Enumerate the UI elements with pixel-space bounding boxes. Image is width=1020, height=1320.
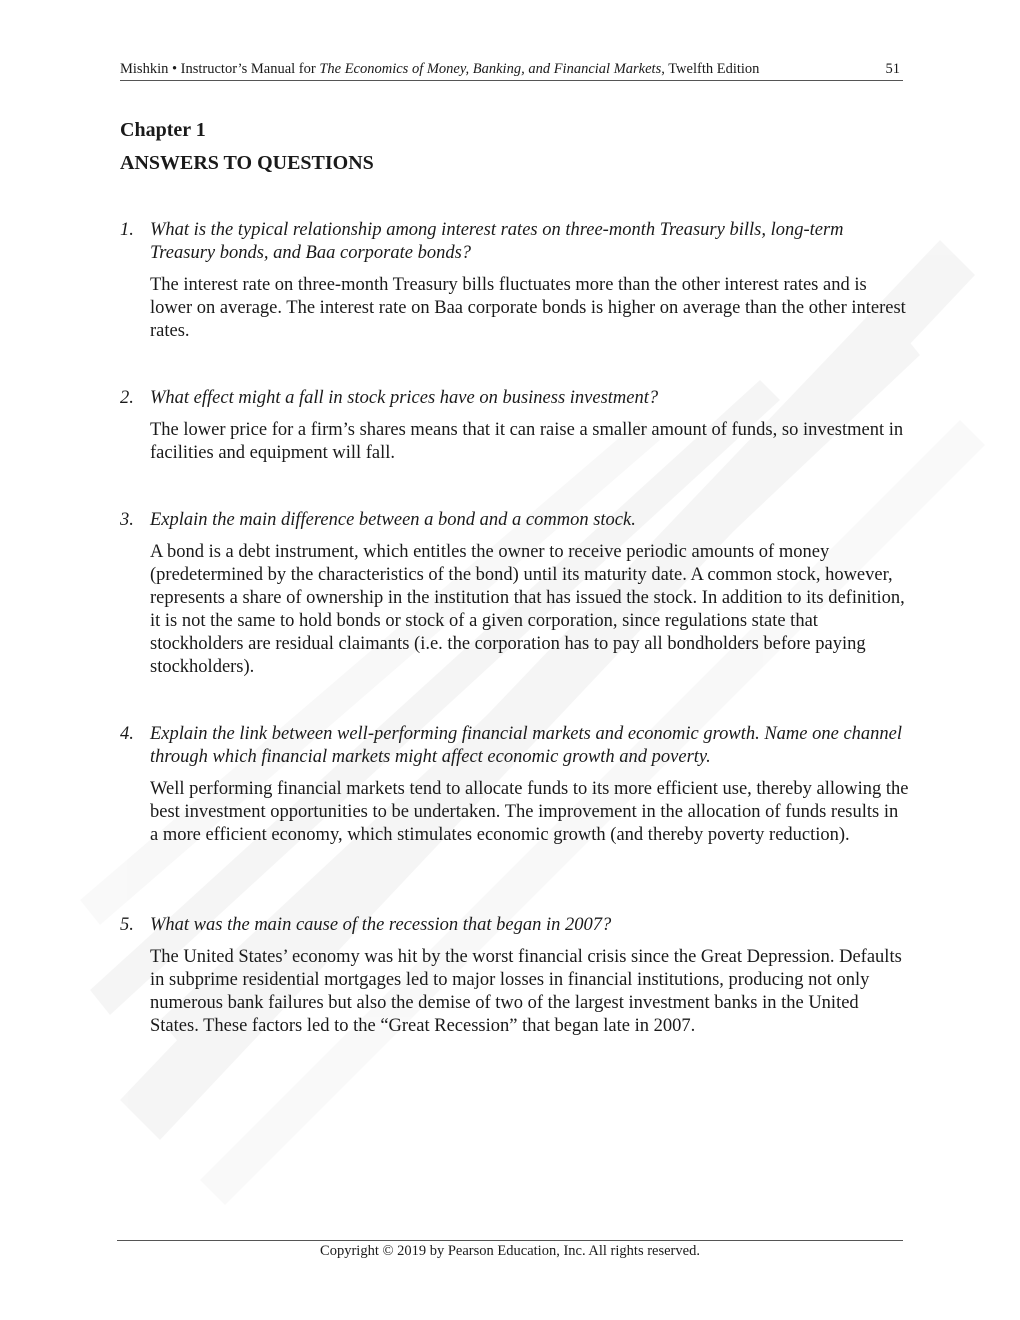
question-body: What was the main cause of the recession that began in 2007?: [150, 915, 612, 935]
answer-text: A bond is a debt instrument, which entitles the owner to receive periodic amounts of money (predetermined by the characteristics of the bond) until its maturity date. A common stock, however, represents a share of ownership in the institution that has issued the stock. In addition to its definition, it is not the same to hold bonds or stock of a given corporation, since regulations state that stockholders are residual claimants (i.e. the corporation has to pay all bondholders before paying stockholders).: [150, 542, 905, 677]
question-number: 5.: [120, 915, 134, 935]
question-item-2: [120, 387, 910, 465]
running-header: [120, 58, 903, 81]
answer-text: Well performing financial markets tend to allocate funds to its more efficient use, thereby allowing the best investment opportunities to be undertaken. The improvement in the allocation of funds results in a more efficient economy, which stimulates economic growth (and thereby poverty reduction).: [150, 779, 909, 845]
question-number: 3.: [120, 510, 134, 530]
header-bullet: •: [171, 61, 178, 77]
answer-text: The United States’ economy was hit by the worst financial crisis since the Great Depression. Defaults in subprime residential mortgages led to major losses in financial institutions, producing not only numerous bank failures but also the demise of two of the largest investment banks in the United States. These factors led to the “Great Recession” that began late in 2007.: [150, 947, 902, 1036]
chapter-heading: Chapter 1: [120, 119, 206, 141]
footer-divider: [117, 1240, 903, 1241]
header-citation: [120, 61, 759, 78]
question-number: 4.: [120, 724, 134, 744]
question-item-4: [120, 723, 910, 847]
question-text: [120, 509, 910, 532]
question-text: [120, 723, 910, 769]
header-author: Mishkin: [120, 61, 169, 77]
question-item-5: [120, 914, 910, 1038]
section-title: ANSWERS TO QUESTIONS: [120, 152, 374, 174]
copyright-footer: Copyright © 2019 by Pearson Education, Inc. All rights reserved.: [320, 1243, 700, 1259]
question-body: Explain the link between well-performing financial markets and economic growth. Name one channel through which financial markets might affect economic growth and poverty.: [150, 724, 903, 767]
page-number: 51: [885, 61, 900, 77]
question-number: 2.: [120, 388, 134, 408]
question-body: Explain the main difference between a bond and a common stock.: [150, 510, 636, 530]
question-body: What effect might a fall in stock prices have on business investment?: [150, 388, 659, 408]
question-item-3: [120, 509, 910, 679]
question-text: [120, 387, 910, 410]
question-text: [120, 914, 910, 937]
header-edition: , Twelfth Edition: [661, 61, 760, 77]
answer-text: The lower price for a firm’s shares means that it can raise a smaller amount of funds, so investment in facilities and equipment will fall.: [150, 420, 904, 463]
header-book-title: The Economics of Money, Banking, and Financial Markets: [319, 61, 662, 77]
question-number: 1.: [120, 220, 134, 240]
header-prefix: Instructor’s Manual for: [180, 61, 320, 77]
question-body: What is the typical relationship among interest rates on three-month Treasury bills, long-term Treasury bonds, and Baa corporate bonds?: [150, 220, 844, 263]
answer-text: The interest rate on three-month Treasury bills fluctuates more than the other interest rates and is lower on average. The interest rate on Baa corporate bonds is higher on average than the other interest rates.: [150, 275, 906, 341]
question-text: [120, 219, 910, 265]
question-item-1: [120, 219, 910, 343]
